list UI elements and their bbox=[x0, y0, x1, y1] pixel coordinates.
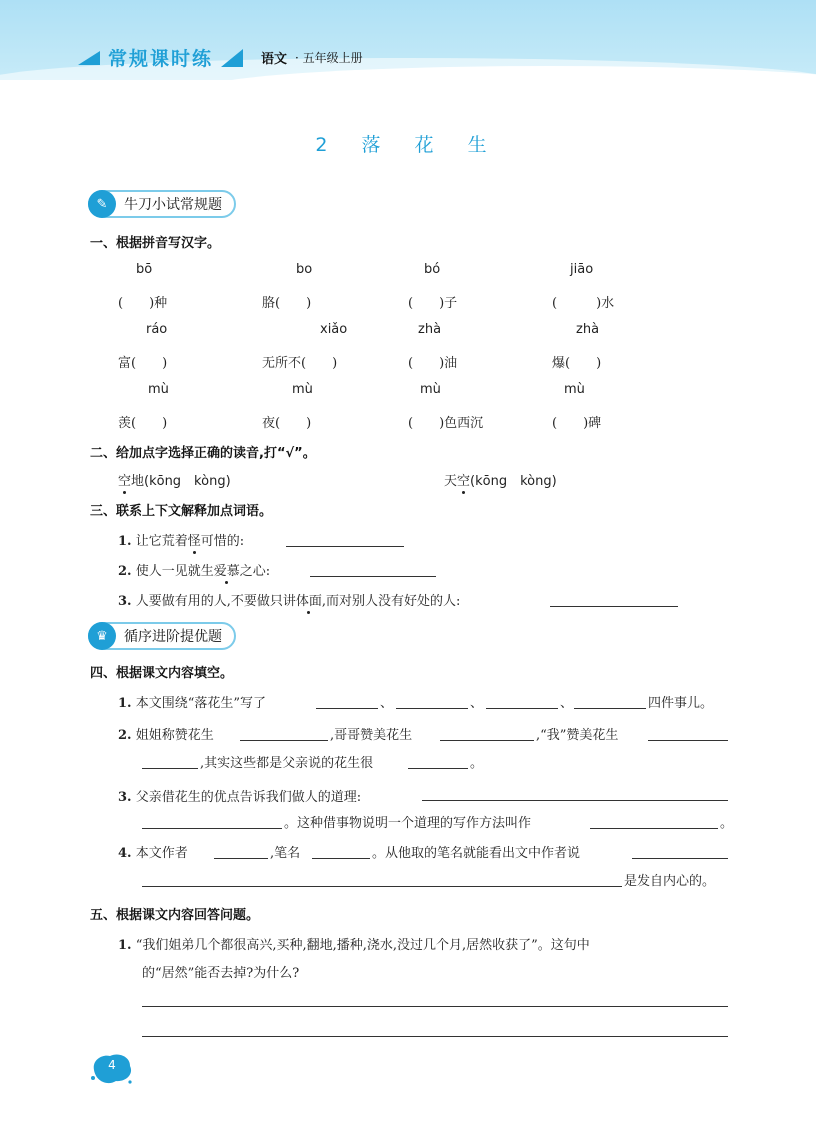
answer-blank[interactable]: ( )子 bbox=[408, 296, 458, 311]
q4-item-4-d: 是发自内心的。 bbox=[624, 874, 716, 889]
reading-choice[interactable]: 空地(kōng kòng) bbox=[118, 470, 231, 489]
dotted-char: 空 bbox=[118, 470, 131, 489]
answer-line[interactable] bbox=[142, 1036, 728, 1037]
answer-line[interactable] bbox=[142, 768, 198, 769]
q5-item-1-b: 的“居然”能否去掉?为什么? bbox=[142, 966, 300, 981]
answer-line[interactable] bbox=[440, 740, 534, 741]
answer-blank[interactable]: ( )色西沉 bbox=[408, 416, 484, 431]
q4-item-3: 3. 父亲借花生的优点告诉我们做人的道理: bbox=[118, 790, 362, 805]
answer-blank[interactable]: 夜( ) bbox=[262, 416, 312, 431]
q4-item-4-c: 。从他取的笔名就能看出文中作者说 bbox=[372, 846, 581, 861]
q3-item: 3. 人要做有用的人,不要做只讲体面,而对别人没有好处的人: bbox=[118, 590, 460, 609]
pinyin: zhà bbox=[418, 322, 442, 337]
answer-line[interactable] bbox=[142, 886, 622, 887]
answer-line[interactable] bbox=[312, 858, 370, 859]
brand-triangle-icon bbox=[221, 49, 243, 67]
q4-item-3-b: 。这种借事物说明一个道理的写作方法叫作 bbox=[284, 816, 532, 831]
answer-line[interactable] bbox=[142, 828, 282, 829]
q4-item-4: 4. 本文作者 bbox=[118, 846, 188, 861]
q4-item-1: 1. 本文围绕“落花生”写了 bbox=[118, 696, 267, 711]
answer-blank[interactable]: 无所不( ) bbox=[262, 356, 338, 371]
answer-line[interactable] bbox=[648, 740, 728, 741]
answer-line[interactable] bbox=[486, 708, 558, 709]
reading-choice[interactable]: 天空(kōng kòng) bbox=[444, 470, 557, 489]
q3-item: 2. 使人一见就生爱慕之心: bbox=[118, 560, 270, 579]
answer-line[interactable] bbox=[408, 768, 468, 769]
answer-blank[interactable]: ( )种 bbox=[118, 296, 168, 311]
pinyin: ráo bbox=[146, 322, 168, 337]
answer-line[interactable] bbox=[550, 606, 678, 607]
question-heading: 一、根据拼音写汉字。 bbox=[90, 236, 221, 251]
answer-line[interactable] bbox=[310, 576, 436, 577]
question-heading: 二、给加点字选择正确的读音,打“√”。 bbox=[90, 446, 316, 461]
lesson-title: 2 落 花 生 bbox=[315, 134, 501, 156]
answer-line[interactable] bbox=[422, 800, 728, 801]
pinyin: zhà bbox=[576, 322, 600, 337]
answer-blank[interactable]: 富( ) bbox=[118, 356, 168, 371]
answer-blank[interactable]: ( )碑 bbox=[552, 416, 602, 431]
section-badge-basic bbox=[88, 190, 236, 218]
answer-line[interactable] bbox=[316, 708, 378, 709]
q4-item-2-b: ,哥哥赞美花生 bbox=[330, 728, 413, 743]
brand-name: 常规课时练 bbox=[108, 48, 214, 70]
separator: 、 bbox=[380, 696, 394, 711]
question-heading: 四、根据课文内容填空。 bbox=[90, 666, 234, 681]
section-badge-label: 循序进阶提优题 bbox=[124, 629, 222, 645]
pen-icon: ✎ bbox=[88, 190, 116, 218]
answer-blank[interactable]: 胳( ) bbox=[262, 296, 312, 311]
q4-item-2: 2. 姐姐称赞花生 bbox=[118, 728, 214, 743]
answer-blank[interactable]: ( )水 bbox=[552, 296, 615, 311]
answer-line[interactable] bbox=[142, 1006, 728, 1007]
pinyin: mù bbox=[564, 382, 585, 397]
answer-line[interactable] bbox=[286, 546, 404, 547]
section-badge-advanced bbox=[88, 622, 236, 650]
page-number: 4 bbox=[108, 1058, 116, 1072]
trophy-icon: ♛ bbox=[88, 622, 116, 650]
question-heading: 三、联系上下文解释加点词语。 bbox=[90, 504, 273, 519]
q3-item: 1. 让它荒着怪可惜的: bbox=[118, 530, 244, 549]
answer-line[interactable] bbox=[214, 858, 268, 859]
section-badge-label: 牛刀小试常规题 bbox=[124, 197, 222, 213]
q5-item-1: 1. “我们姐弟几个都很高兴,买种,翻地,播种,浇水,没过几个月,居然收获了”。这句中 bbox=[118, 938, 590, 953]
answer-line[interactable] bbox=[574, 708, 646, 709]
header-brand bbox=[78, 44, 363, 71]
page-header bbox=[0, 0, 816, 80]
pinyin: xiǎo bbox=[320, 322, 348, 337]
answer-blank[interactable]: 爆( ) bbox=[552, 356, 602, 371]
q4-item-2-c: ,“我”赞美花生 bbox=[536, 728, 619, 743]
answer-line[interactable] bbox=[632, 858, 728, 859]
brand-triangle-icon bbox=[78, 51, 100, 65]
answer-line[interactable] bbox=[590, 828, 718, 829]
separator: 、 bbox=[470, 696, 484, 711]
q4-item-3-c: 。 bbox=[720, 816, 734, 831]
dotted-char: 空 bbox=[457, 470, 470, 489]
separator: 、 bbox=[560, 696, 574, 711]
pinyin: jiāo bbox=[570, 262, 594, 277]
pinyin: mù bbox=[292, 382, 313, 397]
pinyin: bó bbox=[424, 262, 441, 277]
q4-item-2-e: 。 bbox=[470, 756, 484, 771]
answer-blank[interactable]: 羡( ) bbox=[118, 416, 168, 431]
pinyin: mù bbox=[420, 382, 441, 397]
pinyin: bō bbox=[136, 262, 153, 277]
pinyin: bo bbox=[296, 262, 313, 277]
grade-label: · 五年级上册 bbox=[295, 51, 363, 65]
pinyin: mù bbox=[148, 382, 169, 397]
question-heading: 五、根据课文内容回答问题。 bbox=[90, 908, 260, 923]
q4-item-4-b: ,笔名 bbox=[270, 846, 301, 861]
subject-label: 语文 bbox=[261, 52, 288, 67]
q4-item-1-end: 四件事儿。 bbox=[648, 696, 714, 711]
answer-blank[interactable]: ( )油 bbox=[408, 356, 458, 371]
page-number-badge bbox=[90, 1048, 134, 1088]
q4-item-2-d: ,其实这些都是父亲说的花生很 bbox=[200, 756, 374, 771]
answer-line[interactable] bbox=[396, 708, 468, 709]
answer-line[interactable] bbox=[240, 740, 328, 741]
